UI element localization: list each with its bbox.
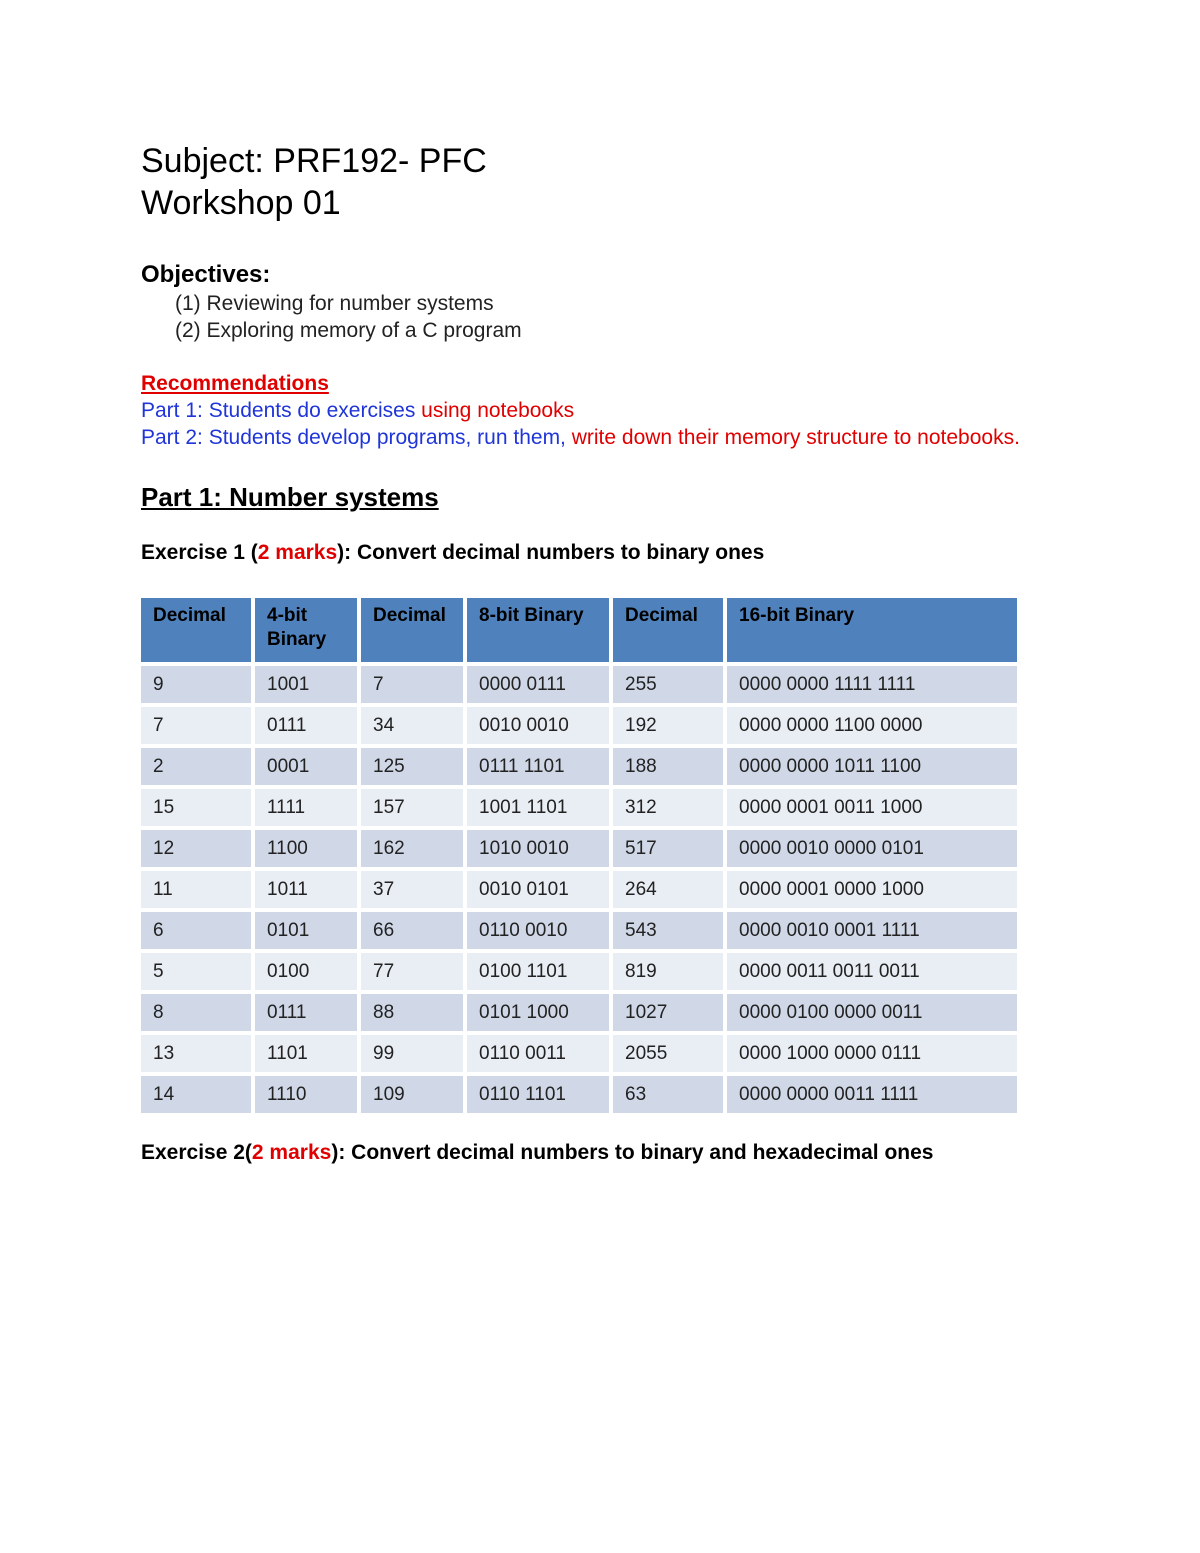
table-cell: 0000 0001 0000 1000 bbox=[727, 871, 1017, 908]
table-cell: 109 bbox=[361, 1076, 463, 1113]
exercise1-suffix: ): Convert decimal numbers to binary ones bbox=[337, 541, 765, 564]
table-cell: 14 bbox=[141, 1076, 251, 1113]
table-row bbox=[141, 789, 1017, 826]
document-page bbox=[141, 140, 1061, 1166]
table-row bbox=[141, 912, 1017, 949]
table-cell: 0101 bbox=[255, 912, 357, 949]
table-cell: 1001 bbox=[255, 666, 357, 703]
table-cell: 5 bbox=[141, 953, 251, 990]
table-cell: 1010 0010 bbox=[467, 830, 609, 867]
recommendation-part2 bbox=[141, 424, 1061, 451]
table-cell: 13 bbox=[141, 1035, 251, 1072]
table-cell: 0000 0011 0011 0011 bbox=[727, 953, 1017, 990]
header-16bit-binary: 16-bit Binary bbox=[727, 598, 1017, 662]
table-cell: 162 bbox=[361, 830, 463, 867]
table-cell: 192 bbox=[613, 707, 723, 744]
table-cell: 0110 1101 bbox=[467, 1076, 609, 1113]
table-row bbox=[141, 994, 1017, 1031]
exercise2-prefix: Exercise 2( bbox=[141, 1141, 252, 1164]
table-cell: 0000 0100 0000 0011 bbox=[727, 994, 1017, 1031]
table-cell: 0100 1101 bbox=[467, 953, 609, 990]
table-cell: 0000 1000 0000 0111 bbox=[727, 1035, 1017, 1072]
table-cell: 543 bbox=[613, 912, 723, 949]
table-cell: 517 bbox=[613, 830, 723, 867]
table-cell: 819 bbox=[613, 953, 723, 990]
table-row bbox=[141, 871, 1017, 908]
header-decimal: Decimal bbox=[361, 598, 463, 662]
table-cell: 0000 0000 1100 0000 bbox=[727, 707, 1017, 744]
table-cell: 0000 0000 1011 1100 bbox=[727, 748, 1017, 785]
table-cell: 63 bbox=[613, 1076, 723, 1113]
table-cell: 0010 0101 bbox=[467, 871, 609, 908]
table-cell: 1101 bbox=[255, 1035, 357, 1072]
table-cell: 188 bbox=[613, 748, 723, 785]
exercise1-heading bbox=[141, 539, 1061, 566]
table-cell: 2 bbox=[141, 748, 251, 785]
table-cell: 9 bbox=[141, 666, 251, 703]
table-cell: 11 bbox=[141, 871, 251, 908]
table-cell: 0010 0010 bbox=[467, 707, 609, 744]
table-cell: 125 bbox=[361, 748, 463, 785]
table-cell: 0110 0011 bbox=[467, 1035, 609, 1072]
exercise1-prefix: Exercise 1 ( bbox=[141, 541, 258, 564]
header-8bit-binary: 8-bit Binary bbox=[467, 598, 609, 662]
table-cell: 0000 0010 0001 1111 bbox=[727, 912, 1017, 949]
table-cell: 88 bbox=[361, 994, 463, 1031]
table-row bbox=[141, 707, 1017, 744]
table-cell: 0101 1000 bbox=[467, 994, 609, 1031]
header-4bit-binary: 4-bit Binary bbox=[255, 598, 357, 662]
recommendation-part1-highlight: using notebooks bbox=[421, 399, 575, 422]
table-cell: 0100 bbox=[255, 953, 357, 990]
table-cell: 0000 0001 0011 1000 bbox=[727, 789, 1017, 826]
exercise2-marks: 2 marks bbox=[251, 1141, 332, 1164]
table-row bbox=[141, 830, 1017, 867]
table-cell: 1011 bbox=[255, 871, 357, 908]
objective-item: (1) Reviewing for number systems bbox=[175, 292, 494, 315]
table-row bbox=[141, 666, 1017, 703]
table-cell: 7 bbox=[361, 666, 463, 703]
table-cell: 12 bbox=[141, 830, 251, 867]
table-body bbox=[141, 666, 1017, 1113]
table-cell: 0111 1101 bbox=[467, 748, 609, 785]
table-cell: 0000 0111 bbox=[467, 666, 609, 703]
recommendation-part2-highlight: write down their memory structure to notebooks. bbox=[571, 426, 1020, 449]
recommendation-part2-text: Part 2: Students develop programs, run them, bbox=[141, 426, 572, 449]
table-cell: 0111 bbox=[255, 707, 357, 744]
table-header-row bbox=[141, 598, 1017, 662]
table-cell: 1100 bbox=[255, 830, 357, 867]
table-cell: 157 bbox=[361, 789, 463, 826]
table-cell: 6 bbox=[141, 912, 251, 949]
table-cell: 99 bbox=[361, 1035, 463, 1072]
table-cell: 7 bbox=[141, 707, 251, 744]
table-cell: 255 bbox=[613, 666, 723, 703]
table-cell: 1110 bbox=[255, 1076, 357, 1113]
table-cell: 0110 0010 bbox=[467, 912, 609, 949]
table-cell: 0000 0010 0000 0101 bbox=[727, 830, 1017, 867]
table-row bbox=[141, 748, 1017, 785]
exercise2-heading bbox=[141, 1139, 1061, 1166]
table-cell: 1001 1101 bbox=[467, 789, 609, 826]
table-cell: 8 bbox=[141, 994, 251, 1031]
subject-title: Subject: PRF192- PFC bbox=[141, 142, 487, 180]
part1-heading: Part 1: Number systems bbox=[141, 482, 439, 512]
recommendation-part1-text: Part 1: Students do exercises bbox=[141, 399, 422, 422]
table-cell: 0111 bbox=[255, 994, 357, 1031]
table-cell: 37 bbox=[361, 871, 463, 908]
objective-item: (2) Exploring memory of a C program bbox=[175, 319, 522, 342]
table-cell: 1111 bbox=[255, 789, 357, 826]
table-cell: 1027 bbox=[613, 994, 723, 1031]
table-cell: 0000 0000 1111 1111 bbox=[727, 666, 1017, 703]
table-cell: 2055 bbox=[613, 1035, 723, 1072]
objectives-heading: Objectives: bbox=[141, 261, 271, 288]
table-cell: 15 bbox=[141, 789, 251, 826]
recommendation-part1 bbox=[141, 397, 1061, 424]
table-cell: 34 bbox=[361, 707, 463, 744]
exercise1-marks: 2 marks bbox=[257, 541, 338, 564]
table-cell: 66 bbox=[361, 912, 463, 949]
table-row bbox=[141, 953, 1017, 990]
header-decimal: Decimal bbox=[613, 598, 723, 662]
table-row bbox=[141, 1076, 1017, 1113]
recommendations-heading: Recommendations bbox=[141, 372, 329, 395]
table-cell: 0001 bbox=[255, 748, 357, 785]
table-cell: 264 bbox=[613, 871, 723, 908]
table-cell: 312 bbox=[613, 789, 723, 826]
table-cell: 0000 0000 0011 1111 bbox=[727, 1076, 1017, 1113]
workshop-title: Workshop 01 bbox=[141, 184, 341, 222]
header-decimal: Decimal bbox=[141, 598, 251, 662]
objectives-list bbox=[141, 290, 1061, 344]
table-row bbox=[141, 1035, 1017, 1072]
conversion-table bbox=[137, 594, 1021, 1117]
table-cell: 77 bbox=[361, 953, 463, 990]
exercise2-suffix: ): Convert decimal numbers to binary and hexadecimal ones bbox=[331, 1141, 934, 1164]
